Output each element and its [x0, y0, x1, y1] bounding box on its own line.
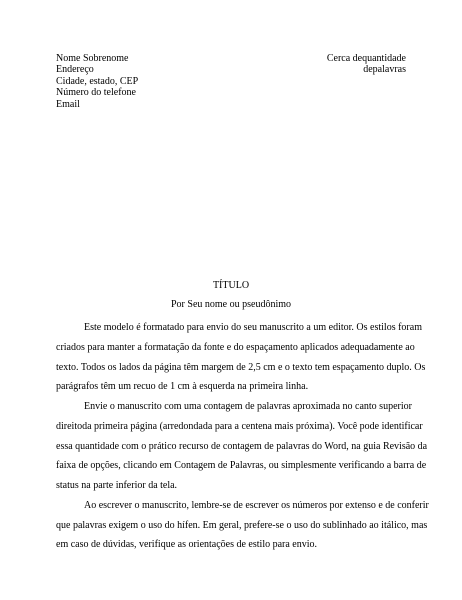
word-count-line-1: Cerca dequantidade [326, 53, 406, 64]
word-count-line-2: depalavras [363, 64, 406, 76]
manuscript-body [56, 318, 429, 555]
body-line: Este modelo é formatado para envio do seu manuscrito a um editor. Os estilos foram [84, 322, 422, 333]
body-line: essa quantidade com o prático recurso de contagem de palavras do Word, na guia Revisão da [56, 440, 428, 452]
author-city-state-zip: Cidade, estado, CEP [56, 75, 139, 87]
body-line: Ao escrever o manuscrito, lembre-se de escrever os números por extenso e de conferir [84, 499, 429, 511]
manuscript-byline: Por Seu nome ou pseudônimo [171, 299, 291, 310]
author-address: Endereço [56, 64, 94, 76]
body-line: direitoda primeira página (arredondada para a centena mais próxima). Você pode identificar [56, 420, 423, 432]
body-line: que palavras exigem o uso do hífen. Em geral, prefere-se o uso do sublinhado ao itálico, mas [56, 519, 428, 531]
author-email: Email [56, 98, 80, 110]
body-line: texto. Todos os lados da página têm margem de 2,5 cm e o texto tem espaçamento duplo. Os [56, 361, 426, 373]
manuscript-title: TÍTULO [212, 280, 250, 291]
author-name: Nome Sobrenome [56, 53, 129, 64]
body-line: em caso de dúvidas, verifique as orientações de estilo para envio. [56, 539, 318, 551]
author-phone: Número do telefone [56, 87, 136, 99]
word-count-block [327, 53, 406, 76]
body-line: faixa de opções, clicando em Contagem de Palavras, ou simplesmente verificando a barra de [56, 460, 427, 472]
body-line: status na parte inferior da tela. [56, 480, 178, 491]
body-line: criados para manter a formatação da fonte e do espaçamento aplicados adequadamente ao [56, 341, 415, 353]
body-line: Envie o manuscrito com uma contagem de palavras aproximada no canto superior [84, 401, 412, 412]
author-contact-block [56, 53, 138, 110]
body-line: parágrafos têm um recuo de 1 cm à esquerda na primeira linha. [56, 381, 309, 393]
